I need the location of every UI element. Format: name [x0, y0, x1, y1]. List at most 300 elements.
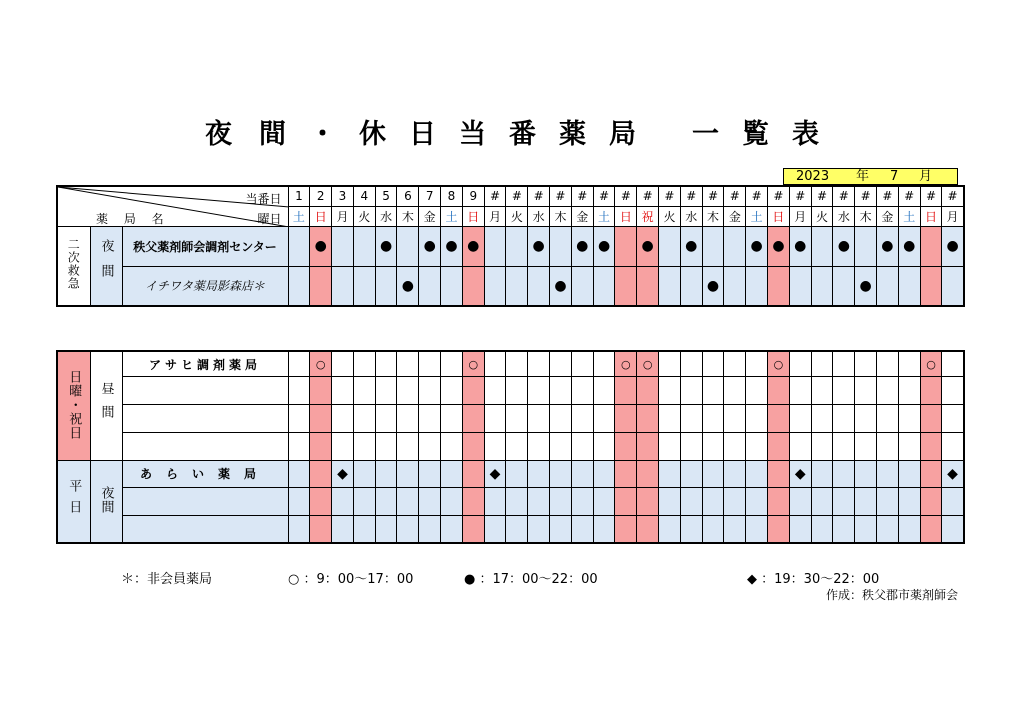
day-number — [898, 186, 920, 206]
weekday-text: 水 — [532, 209, 545, 224]
day-cell — [310, 226, 332, 266]
day-cell — [855, 377, 877, 405]
day-cell — [702, 405, 724, 433]
day-cell — [768, 377, 790, 405]
day-cell — [593, 433, 615, 461]
day-cell — [659, 377, 681, 405]
day-number-text: # — [729, 189, 740, 204]
day-cell — [571, 487, 593, 515]
weekday — [375, 206, 397, 226]
day-cell — [898, 515, 920, 543]
filled-circle-mark: ● — [750, 238, 763, 254]
day-cell — [811, 226, 833, 266]
day-cell — [550, 515, 572, 543]
day-cell — [484, 515, 506, 543]
day-cell — [571, 351, 593, 377]
day-cell — [593, 377, 615, 405]
day-cell — [680, 487, 702, 515]
day-cell — [506, 461, 528, 488]
weekday — [855, 206, 877, 226]
day-cell — [550, 461, 572, 488]
weekday-text: 金 — [881, 209, 894, 224]
weekday — [462, 206, 484, 226]
weekday-text: 金 — [423, 209, 436, 224]
weekday — [550, 206, 572, 226]
weekday-text: 日 — [619, 209, 632, 224]
duty-day-label: 当番日 — [245, 192, 282, 206]
day-number — [310, 186, 332, 206]
period-label-text: 夜間 — [98, 239, 114, 290]
open-circle-mark: ○ — [468, 358, 479, 371]
day-cell — [353, 487, 375, 515]
day-number-text: # — [620, 189, 631, 204]
filled-circle-mark: ● — [772, 238, 785, 254]
day-number-text: 6 — [404, 189, 412, 204]
filled-circle-mark: ● — [903, 238, 916, 254]
title-char: 夜 — [205, 119, 232, 150]
weekday — [571, 206, 593, 226]
title-char: 日 — [409, 119, 436, 150]
day-cell — [484, 461, 506, 488]
day-cell — [746, 487, 768, 515]
day-cell — [462, 405, 484, 433]
day-cell — [353, 515, 375, 543]
day-cell — [375, 266, 397, 306]
weekday-group-label — [57, 461, 90, 544]
period-label-text: 夜間 — [98, 486, 114, 514]
day-cell — [615, 226, 637, 266]
day-number — [332, 186, 354, 206]
day-cell — [332, 377, 354, 405]
day-cell — [550, 351, 572, 377]
night-period-label — [90, 461, 122, 544]
day-cell — [419, 433, 441, 461]
weekday-text: 火 — [663, 209, 676, 224]
pharmacy-name — [122, 487, 288, 515]
day-cell — [375, 487, 397, 515]
day-cell — [375, 433, 397, 461]
weekday — [484, 206, 506, 226]
day-cell — [877, 487, 899, 515]
day-number-text: 1 — [295, 189, 303, 204]
day-cell — [550, 226, 572, 266]
weekday-text: 土 — [903, 209, 916, 224]
day-number — [942, 186, 964, 206]
weekday-text: 土 — [445, 209, 458, 224]
day-cell — [332, 405, 354, 433]
day-cell — [746, 461, 768, 488]
day-cell — [593, 266, 615, 306]
credit: 作成：秩父郡市薬剤師会 — [825, 588, 958, 602]
day-cell — [397, 405, 419, 433]
day-cell — [637, 351, 659, 377]
day-cell — [528, 405, 550, 433]
pharmacy-name — [122, 226, 288, 266]
day-cell — [615, 461, 637, 488]
day-number-text: # — [751, 189, 762, 204]
day-cell — [615, 405, 637, 433]
day-number-text: 2 — [316, 189, 325, 204]
day-cell — [332, 351, 354, 377]
day-cell — [855, 405, 877, 433]
day-number — [397, 186, 419, 206]
weekday — [920, 206, 942, 226]
day-number — [484, 186, 506, 206]
pharmacy-name-label: 薬 局 名 — [96, 212, 170, 226]
day-cell — [288, 461, 310, 488]
day-number-text: # — [664, 189, 675, 204]
day-cell — [811, 487, 833, 515]
open-circle-mark: ○ — [642, 358, 653, 371]
day-cell — [855, 226, 877, 266]
day-number — [811, 186, 833, 206]
night-period-label — [90, 226, 122, 306]
day-cell — [920, 515, 942, 543]
weekday-text: 金 — [576, 209, 589, 224]
day-number — [375, 186, 397, 206]
weekday-text: 土 — [750, 209, 763, 224]
diamond-mark: ◆ — [947, 465, 958, 482]
weekday-text: 火 — [510, 209, 523, 224]
filled-circle-mark: ● — [576, 238, 589, 254]
day-cell — [593, 405, 615, 433]
day-cell — [353, 266, 375, 306]
group-label-text: 平日 — [66, 479, 82, 521]
day-cell — [877, 351, 899, 377]
day-cell — [419, 487, 441, 515]
day-cell — [397, 226, 419, 266]
day-cell — [462, 461, 484, 488]
day-cell — [920, 226, 942, 266]
day-cell — [332, 461, 354, 488]
day-cell — [506, 515, 528, 543]
day-cell — [288, 405, 310, 433]
weekday-text: 月 — [794, 209, 807, 224]
day-cell — [898, 377, 920, 405]
year-value: 2023 — [796, 169, 830, 184]
day-cell — [833, 405, 855, 433]
day-cell — [637, 377, 659, 405]
day-cell — [942, 377, 964, 405]
year-unit: 年 — [856, 169, 870, 184]
day-cell — [353, 433, 375, 461]
day-cell — [332, 226, 354, 266]
day-cell — [462, 351, 484, 377]
day-cell — [506, 433, 528, 461]
weekday-text: 木 — [707, 209, 720, 224]
pharmacy-name-text: あらい薬局 — [139, 467, 270, 482]
day-cell — [593, 226, 615, 266]
weekday-text: 日 — [772, 209, 785, 224]
day-cell — [942, 515, 964, 543]
day-cell — [942, 266, 964, 306]
day-cell — [462, 515, 484, 543]
page-title — [0, 112, 1024, 151]
day-cell — [680, 405, 702, 433]
day-cell — [310, 433, 332, 461]
weekday-text: 祝 — [641, 209, 654, 224]
day-cell — [310, 515, 332, 543]
day-cell — [419, 351, 441, 377]
day-cell — [419, 461, 441, 488]
filled-circle-mark: ● — [401, 277, 414, 294]
legend-non-member: ＊：非会員薬局 — [121, 572, 213, 587]
day-cell — [528, 226, 550, 266]
filled-circle-mark: ● — [881, 238, 894, 254]
day-cell — [637, 226, 659, 266]
day-cell — [615, 487, 637, 515]
day-cell — [462, 433, 484, 461]
diamond-mark: ◆ — [337, 465, 348, 482]
day-cell — [702, 461, 724, 488]
day-cell — [942, 461, 964, 488]
filled-circle-mark: ● — [794, 238, 807, 254]
filled-circle-mark: ● — [597, 238, 611, 254]
day-cell — [506, 266, 528, 306]
weekday-text: 日 — [925, 209, 938, 224]
day-cell — [833, 266, 855, 306]
title-char: 局 — [609, 119, 636, 150]
day-cell — [441, 351, 463, 377]
day-cell — [375, 515, 397, 543]
day-cell — [702, 226, 724, 266]
weekday-text: 火 — [358, 209, 371, 224]
day-cell — [811, 351, 833, 377]
day-cell — [724, 487, 746, 515]
day-cell — [659, 266, 681, 306]
legend-open-circle: ○ ：9：00～17：00 — [288, 572, 414, 587]
day-cell — [855, 266, 877, 306]
day-cell — [550, 405, 572, 433]
day-cell — [288, 377, 310, 405]
day-cell — [375, 226, 397, 266]
day-cell — [680, 461, 702, 488]
day-number-text: # — [838, 189, 849, 204]
title-char: 間 — [259, 119, 286, 150]
day-cell — [724, 515, 746, 543]
weekday — [397, 206, 419, 226]
weekday — [942, 206, 964, 226]
day-cell — [397, 487, 419, 515]
day-cell — [768, 461, 790, 488]
day-cell — [593, 487, 615, 515]
day-cell — [789, 226, 811, 266]
day-cell — [855, 487, 877, 515]
day-cell — [506, 487, 528, 515]
day-number — [615, 186, 637, 206]
day-cell — [833, 515, 855, 543]
day-cell — [550, 433, 572, 461]
title-char: ・ — [309, 119, 336, 150]
weekday-text: 水 — [380, 209, 393, 224]
day-cell — [288, 487, 310, 515]
filled-circle-mark: ● — [532, 238, 545, 254]
day-cell — [441, 487, 463, 515]
diamond-mark: ◆ — [794, 465, 806, 482]
weekday — [898, 206, 920, 226]
day-cell — [833, 226, 855, 266]
pharmacy-name — [122, 405, 288, 433]
weekday — [506, 206, 528, 226]
day-cell — [288, 226, 310, 266]
day-cell — [615, 351, 637, 377]
day-cell — [375, 405, 397, 433]
day-cell — [397, 433, 419, 461]
weekday — [288, 206, 310, 226]
day-cell — [659, 461, 681, 488]
day-number — [789, 186, 811, 206]
day-cell — [288, 266, 310, 306]
day-cell — [898, 405, 920, 433]
day-cell — [855, 515, 877, 543]
day-cell — [680, 515, 702, 543]
day-cell — [506, 377, 528, 405]
pharmacy-name — [122, 351, 288, 377]
weekday-text: 水 — [685, 209, 698, 224]
day-cell — [571, 433, 593, 461]
day-cell — [397, 377, 419, 405]
filled-circle-mark: ● — [837, 238, 850, 254]
day-cell — [528, 351, 550, 377]
pharmacy-name — [122, 515, 288, 543]
day-cell — [702, 377, 724, 405]
day-cell — [855, 351, 877, 377]
title-char: 薬 — [559, 119, 586, 150]
day-cell — [353, 226, 375, 266]
day-number-text: 5 — [382, 189, 390, 204]
day-cell — [506, 405, 528, 433]
weekday-text: 火 — [816, 209, 829, 224]
day-cell — [375, 377, 397, 405]
day-cell — [877, 515, 899, 543]
day-cell — [571, 266, 593, 306]
day-number-text: # — [555, 189, 566, 204]
day-cell — [833, 433, 855, 461]
day-cell — [855, 461, 877, 488]
day-number — [462, 186, 484, 206]
day-number-text: # — [816, 189, 828, 204]
day-cell — [528, 377, 550, 405]
pharmacy-name-text: アサヒ調剤薬局 — [148, 357, 261, 372]
day-cell — [637, 461, 659, 488]
day-number — [768, 186, 790, 206]
day-number-text: # — [642, 189, 653, 204]
group-label-text: 日曜・祝日 — [66, 369, 82, 440]
day-cell — [680, 377, 702, 405]
open-circle-mark: ○ — [926, 358, 936, 371]
weekday-label: 曜日 — [257, 212, 282, 226]
day-cell — [593, 351, 615, 377]
filled-circle-mark: ● — [685, 238, 698, 254]
day-cell — [768, 515, 790, 543]
day-cell — [397, 515, 419, 543]
day-cell — [724, 433, 746, 461]
day-number-text: # — [904, 189, 915, 204]
day-cell — [877, 226, 899, 266]
day-cell — [528, 433, 550, 461]
day-cell — [811, 433, 833, 461]
day-number-text: # — [686, 189, 697, 204]
day-cell — [528, 461, 550, 488]
day-cell — [942, 226, 964, 266]
day-cell — [484, 377, 506, 405]
day-cell — [484, 226, 506, 266]
day-cell — [615, 433, 637, 461]
day-cell — [702, 487, 724, 515]
weekday — [811, 206, 833, 226]
filled-circle-mark: ● — [706, 277, 720, 294]
day-cell — [441, 266, 463, 306]
weekday-text: 木 — [401, 209, 414, 224]
day-cell — [702, 266, 724, 306]
day-cell — [724, 266, 746, 306]
day-cell — [419, 377, 441, 405]
weekday — [310, 206, 332, 226]
day-cell — [768, 226, 790, 266]
day-cell — [593, 461, 615, 488]
day-cell — [637, 405, 659, 433]
day-cell — [397, 461, 419, 488]
filled-circle-mark: ● — [641, 238, 654, 254]
day-cell — [942, 405, 964, 433]
day-cell — [571, 405, 593, 433]
day-cell — [593, 515, 615, 543]
day-number — [746, 186, 768, 206]
weekday — [659, 206, 681, 226]
day-cell — [462, 226, 484, 266]
title-char: 番 — [509, 119, 536, 150]
day-cell — [288, 433, 310, 461]
day-cell — [920, 405, 942, 433]
day-cell — [898, 461, 920, 488]
day-cell — [702, 433, 724, 461]
day-number-text: # — [577, 189, 588, 204]
weekday — [877, 206, 899, 226]
day-cell — [637, 487, 659, 515]
day-cell — [898, 433, 920, 461]
period-label-text: 昼間 — [98, 381, 114, 428]
day-cell — [310, 487, 332, 515]
day-number-text: # — [925, 189, 937, 204]
group-label-text: 二次救急 — [66, 238, 81, 291]
month-value: 7 — [890, 169, 899, 184]
day-cell — [659, 515, 681, 543]
day-cell — [789, 405, 811, 433]
day-cell — [768, 351, 790, 377]
day-cell — [441, 515, 463, 543]
day-number — [528, 186, 550, 206]
weekday-text: 月 — [489, 209, 502, 224]
day-cell — [484, 351, 506, 377]
day-cell — [528, 266, 550, 306]
filled-circle-mark: ● — [379, 238, 393, 254]
day-cell — [659, 226, 681, 266]
day-cell — [332, 515, 354, 543]
day-cell — [506, 351, 528, 377]
day-cell — [353, 377, 375, 405]
weekday-text: 日 — [314, 209, 327, 224]
day-cell — [789, 351, 811, 377]
day-cell — [419, 226, 441, 266]
day-cell — [659, 433, 681, 461]
day-cell — [528, 487, 550, 515]
weekday — [353, 206, 375, 226]
day-cell — [375, 461, 397, 488]
day-cell — [571, 461, 593, 488]
day-cell — [419, 405, 441, 433]
day-cell — [462, 377, 484, 405]
filled-circle-mark: ● — [445, 238, 458, 254]
